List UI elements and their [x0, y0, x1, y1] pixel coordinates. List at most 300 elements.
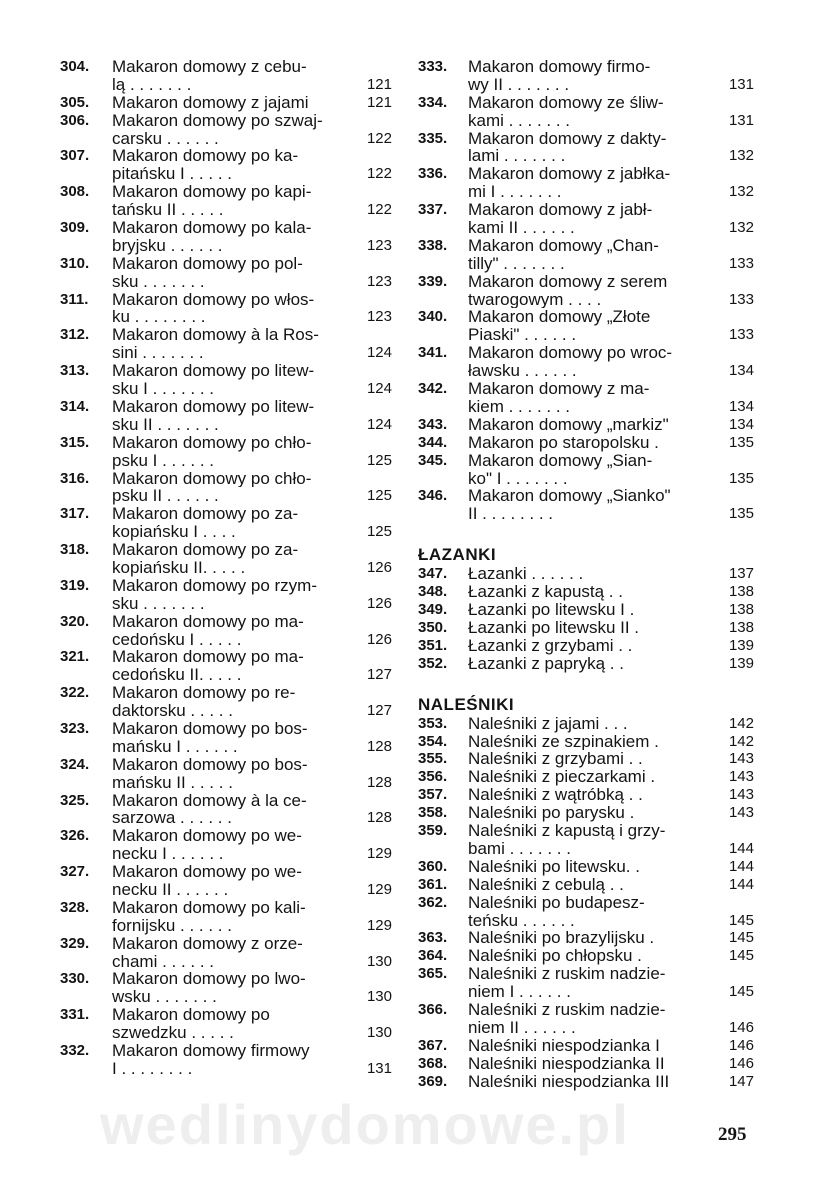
entry-number: 361.: [418, 875, 448, 893]
entry-title-text: necku I . . . . . .: [112, 845, 224, 864]
entry-title-text: Makaron domowy „Sian-: [468, 451, 653, 470]
entry-number: 338.: [418, 236, 448, 254]
entry-page-number: 125: [363, 487, 392, 505]
makaron-continued-list: [418, 58, 754, 523]
entry-title-text: Makaron domowy po ka-: [112, 147, 299, 166]
entry-title-line: [468, 965, 754, 983]
toc-entry: [60, 147, 392, 183]
entry-title-text: Makaron domowy ze śliw-: [468, 93, 664, 112]
entry-title-line: [112, 738, 392, 756]
entry-page-number: 135: [725, 505, 754, 523]
entry-page-number: 131: [725, 76, 754, 94]
entry-number: 359.: [418, 822, 448, 840]
toc-entry: [418, 965, 754, 1001]
toc-entry: [418, 487, 754, 523]
entry-title: [112, 362, 392, 398]
entry-title-line: [112, 362, 392, 380]
toc-entry: [60, 756, 392, 792]
toc-entry: [60, 1006, 392, 1042]
entry-number: 314.: [60, 397, 90, 415]
entry-title: [112, 58, 392, 94]
entry-number: 349.: [418, 601, 448, 618]
entry-page-number: 126: [363, 559, 392, 577]
entry-title-text: carsku . . . . . .: [112, 129, 219, 148]
entry-title-line: [468, 583, 754, 601]
entry-title: [112, 648, 392, 684]
entry-title: [112, 255, 392, 291]
entry-number: 344.: [418, 433, 448, 451]
entry-title: [468, 1037, 754, 1055]
entry-title-text: daktorsku . . . . .: [112, 702, 233, 720]
entry-title-line: [468, 1019, 754, 1037]
entry-page-number: 137: [725, 565, 754, 583]
entry-title-line: [468, 308, 754, 326]
entry-title-line: [112, 631, 392, 649]
entry-title-line: [112, 308, 392, 326]
entry-page-number: 125: [363, 452, 392, 470]
entry-number: 317.: [60, 505, 90, 523]
entry-title-line: [468, 565, 754, 583]
entry-title-text: Makaron domowy z dakty-: [468, 129, 667, 148]
toc-entry: [60, 720, 392, 756]
entry-page-number: 131: [363, 1060, 392, 1078]
entry-title-text: Makaron domowy „Chan-: [468, 236, 659, 255]
entry-title-line: [112, 505, 392, 523]
entry-title-text: Naleśniki ze szpinakiem .: [468, 732, 659, 751]
entry-page-number: 121: [363, 76, 392, 94]
entry-title: [468, 786, 754, 804]
toc-entry: [418, 165, 754, 201]
toc-entry: [418, 308, 754, 344]
entry-title-text: sku . . . . . . .: [112, 272, 205, 291]
entry-title-text: Naleśniki niespodzianka I: [468, 1036, 660, 1055]
entry-title-line: [468, 147, 754, 165]
entry-page-number: 128: [363, 738, 392, 756]
entry-number: 369.: [418, 1072, 448, 1090]
entry-title: [112, 183, 392, 219]
entry-number: 323.: [60, 719, 90, 737]
entry-title-line: [468, 822, 754, 840]
entry-number: 307.: [60, 147, 90, 165]
entry-title-line: [468, 344, 754, 362]
entry-page-number: 128: [363, 809, 392, 827]
toc-entry: [418, 416, 754, 434]
entry-number: 368.: [418, 1054, 448, 1072]
entry-page-number: 146: [725, 1037, 754, 1055]
entry-title-text: Makaron domowy z cebu-: [112, 58, 307, 76]
entry-title: [112, 1042, 392, 1078]
entry-number: 363.: [418, 929, 448, 947]
entry-title-text: Łazanki z papryką . .: [468, 654, 624, 673]
entry-title-line: [112, 1042, 392, 1060]
entry-title-line: [112, 237, 392, 255]
toc-entry: [418, 637, 754, 655]
entry-title-text: ko" I . . . . . . .: [468, 469, 568, 488]
entry-title: [112, 792, 392, 828]
entry-number: 350.: [418, 618, 448, 636]
entry-title-text: pitańsku I . . . . .: [112, 165, 232, 184]
entry-title-text: niem I . . . . . .: [468, 983, 571, 1002]
entry-title-line: [112, 881, 392, 899]
entry-title-line: [468, 326, 754, 344]
entry-title: [112, 577, 392, 613]
entry-title-text: Makaron domowy à la ce-: [112, 791, 307, 810]
entry-number: 304.: [60, 58, 90, 75]
entry-title-text: kiem . . . . . . .: [468, 397, 571, 416]
entry-title: [468, 380, 754, 416]
entry-title-line: [112, 720, 392, 738]
entry-title-text: sarzowa . . . . . .: [112, 809, 232, 828]
entry-title-line: [468, 201, 754, 219]
entry-title: [468, 344, 754, 380]
entry-title: [468, 1073, 754, 1091]
toc-entry: [418, 434, 754, 452]
toc-entry: [418, 894, 754, 930]
entry-number: 316.: [60, 469, 90, 487]
entry-title-line: [112, 774, 392, 792]
entry-title-text: Naleśniki z jajami . . .: [468, 714, 628, 733]
entry-title-text: Naleśniki z grzybami . .: [468, 750, 643, 769]
entry-title-line: [468, 947, 754, 965]
toc-entry: [60, 434, 392, 470]
entry-title-text: Łazanki . . . . . .: [468, 565, 584, 584]
toc-entry: [60, 827, 392, 863]
entry-title: [468, 58, 754, 94]
entry-title-text: II . . . . . . . .: [468, 505, 554, 524]
entry-title-line: [468, 804, 754, 822]
toc-entry: [418, 1037, 754, 1055]
entry-number: 330.: [60, 970, 90, 988]
entry-title-text: wy II . . . . . . .: [468, 75, 570, 94]
entry-title-line: [468, 58, 754, 76]
entry-title: [468, 750, 754, 768]
toc-entry: [60, 1042, 392, 1078]
entry-title: [112, 720, 392, 756]
entry-title: [468, 201, 754, 237]
entry-page-number: 128: [363, 774, 392, 792]
entry-number: 335.: [418, 129, 448, 147]
entry-page-number: 143: [725, 786, 754, 804]
entry-title: [468, 637, 754, 655]
entry-page-number: 146: [725, 1019, 754, 1037]
toc-entry: [418, 1073, 754, 1091]
toc-entry: [418, 947, 754, 965]
entry-title-line: [468, 619, 754, 637]
entry-title-text: Makaron domowy po litew-: [112, 362, 315, 381]
toc-entry: [60, 291, 392, 327]
entry-title-line: [468, 112, 754, 130]
entry-number: 339.: [418, 272, 448, 290]
entry-title-line: [112, 684, 392, 702]
nalesniki-list: [418, 715, 754, 1091]
toc-entry: [418, 858, 754, 876]
entry-title-line: [112, 273, 392, 291]
entry-title: [468, 858, 754, 876]
entry-title-line: [112, 970, 392, 988]
entry-title-text: niem II . . . . . .: [468, 1018, 576, 1037]
entry-title-text: kami . . . . . . .: [468, 111, 571, 130]
entry-number: 306.: [60, 111, 90, 129]
entry-title-line: [468, 1001, 754, 1019]
entry-page-number: 134: [725, 416, 754, 434]
section-title-lazanki: ŁAZANKI: [418, 545, 497, 565]
entry-title-line: [112, 809, 392, 827]
entry-page-number: 142: [725, 733, 754, 751]
entry-page-number: 127: [363, 666, 392, 684]
entry-title-text: Makaron domowy po bos-: [112, 719, 308, 738]
entry-title: [112, 470, 392, 506]
toc-entry: [418, 380, 754, 416]
entry-title-line: [468, 434, 754, 452]
entry-page-number: 132: [725, 147, 754, 165]
toc-entry: [418, 786, 754, 804]
entry-number: 324.: [60, 755, 90, 773]
entry-page-number: 145: [725, 929, 754, 947]
entry-number: 352.: [418, 654, 448, 672]
entry-number: 305.: [60, 93, 90, 111]
entry-title-line: [112, 165, 392, 183]
entry-page-number: 143: [725, 804, 754, 822]
entry-title-line: [468, 362, 754, 380]
toc-entry: [418, 733, 754, 751]
toc-entry: [60, 94, 392, 112]
entry-title-line: [468, 255, 754, 273]
entry-number: 362.: [418, 893, 448, 911]
entry-title-line: [112, 1060, 392, 1078]
entry-title-line: [112, 702, 392, 720]
entry-title-text: kopiańsku I . . . .: [112, 523, 236, 542]
entry-title: [468, 601, 754, 619]
entry-title-line: [112, 559, 392, 577]
entry-page-number: 124: [363, 416, 392, 434]
entry-title-text: Makaron domowy po wroc-: [468, 344, 673, 363]
entry-title-line: [468, 601, 754, 619]
entry-number: 346.: [418, 487, 448, 505]
entry-title-line: [112, 130, 392, 148]
entry-title-text: Makaron domowy po ma-: [112, 612, 304, 631]
entry-title-line: [112, 523, 392, 541]
entry-title-text: sini . . . . . . .: [112, 344, 204, 363]
toc-entry: [418, 1055, 754, 1073]
entry-title-line: [112, 380, 392, 398]
entry-title-line: [468, 655, 754, 673]
entry-title-line: [112, 398, 392, 416]
entry-title-line: [468, 291, 754, 309]
toc-entry: [418, 655, 754, 673]
toc-entry: [418, 130, 754, 166]
entry-title: [468, 894, 754, 930]
entry-title-text: Łazanki z kapustą . .: [468, 583, 623, 601]
entry-title: [468, 434, 754, 452]
entry-number: 311.: [60, 290, 89, 308]
entry-page-number: 124: [363, 380, 392, 398]
toc-entry: [60, 183, 392, 219]
entry-number: 358.: [418, 804, 448, 822]
toc-entry: [60, 255, 392, 291]
entry-number: 342.: [418, 380, 448, 398]
entry-title-line: [468, 76, 754, 94]
entry-page-number: 131: [725, 112, 754, 130]
entry-title-text: Naleśniki z kapustą i grzy-: [468, 822, 666, 840]
entry-title-line: [112, 863, 392, 881]
entry-number: 365.: [418, 965, 448, 983]
entry-title-text: Łazanki po litewsku II .: [468, 618, 640, 637]
entry-title-text: Piaski" . . . . . .: [468, 326, 577, 345]
toc-entry: [60, 577, 392, 613]
entry-title: [468, 822, 754, 858]
toc-entry: [418, 583, 754, 601]
entry-title-line: [112, 201, 392, 219]
entry-title-line: [468, 1073, 754, 1091]
entry-page-number: 124: [363, 344, 392, 362]
entry-title-line: [112, 988, 392, 1006]
entry-title-line: [468, 130, 754, 148]
entry-page-number: 139: [725, 637, 754, 655]
entry-page-number: 133: [725, 255, 754, 273]
entry-title: [468, 715, 754, 733]
toc-entry: [60, 362, 392, 398]
entry-title-line: [468, 715, 754, 733]
toc-entry: [418, 822, 754, 858]
toc-entry: [418, 715, 754, 733]
toc-entry: [418, 273, 754, 309]
entry-title: [468, 583, 754, 601]
entry-title-text: Makaron domowy po rzym-: [112, 576, 318, 595]
entry-title-line: [468, 894, 754, 912]
entry-title-line: [112, 255, 392, 273]
entry-title-line: [112, 792, 392, 810]
entry-title-line: [112, 1006, 392, 1024]
entry-page-number: 139: [725, 655, 754, 673]
entry-title: [468, 965, 754, 1001]
toc-entry: [60, 398, 392, 434]
entry-number: 331.: [60, 1006, 90, 1024]
entry-title-line: [468, 1037, 754, 1055]
entry-title: [468, 929, 754, 947]
entry-title-line: [468, 637, 754, 655]
entry-title-text: Naleśniki po parysku .: [468, 804, 635, 823]
entry-title-line: [112, 541, 392, 559]
entry-title-text: Makaron domowy „Złote: [468, 308, 651, 327]
toc-entry: [418, 1001, 754, 1037]
entry-title-text: Makaron domowy „markiz": [468, 415, 669, 434]
entry-title-line: [112, 219, 392, 237]
entry-title-line: [468, 416, 754, 434]
entry-number: 355.: [418, 750, 448, 768]
entry-title-line: [112, 76, 392, 94]
entry-number: 353.: [418, 714, 448, 732]
entry-title-text: Naleśniki po budapesz-: [468, 893, 645, 912]
entry-title: [112, 756, 392, 792]
entry-number: 308.: [60, 183, 90, 201]
entry-page-number: 127: [363, 702, 392, 720]
entry-title-text: ławsku . . . . . .: [468, 362, 577, 381]
entry-title-line: [468, 237, 754, 255]
entry-title: [112, 1006, 392, 1042]
entry-page-number: 134: [725, 398, 754, 416]
entry-page-number: 138: [725, 583, 754, 601]
entry-title-text: Makaron domowy po bos-: [112, 755, 308, 774]
entry-page-number: 146: [725, 1055, 754, 1073]
entry-number: 340.: [418, 308, 448, 326]
entry-title-text: Makaron domowy po za-: [112, 541, 299, 559]
entry-title-text: necku II . . . . . .: [112, 880, 229, 899]
entry-title-text: Makaron domowy po pol-: [112, 254, 303, 273]
entry-title-text: Makaron domowy po lwo-: [112, 970, 306, 989]
entry-number: 367.: [418, 1036, 448, 1054]
entry-page-number: 133: [725, 326, 754, 344]
entry-title: [468, 1001, 754, 1037]
entry-page-number: 122: [363, 130, 392, 148]
section-title-nalesniki: NALEŚNIKI: [418, 694, 515, 714]
entry-title: [112, 684, 392, 720]
entry-title-text: Naleśniki po chłopsku .: [468, 947, 642, 966]
entry-page-number: 133: [725, 291, 754, 309]
entry-title: [468, 94, 754, 130]
entry-title-line: [112, 326, 392, 344]
entry-title-line: [468, 487, 754, 505]
entry-number: 325.: [60, 791, 90, 809]
entry-title-line: [112, 935, 392, 953]
entry-number: 313.: [60, 362, 90, 380]
entry-page-number: 130: [363, 953, 392, 971]
entry-title: [112, 398, 392, 434]
entry-title-text: lami . . . . . . .: [468, 147, 566, 166]
toc-entry: [418, 94, 754, 130]
entry-title-line: [112, 344, 392, 362]
entry-title-line: [468, 380, 754, 398]
entry-title-text: cedońsku I . . . . .: [112, 630, 242, 649]
entry-title: [468, 308, 754, 344]
entry-title-text: mi I . . . . . . .: [468, 183, 562, 202]
entry-title-text: cedońsku II. . . . .: [112, 666, 242, 685]
entry-title: [468, 655, 754, 673]
entry-title: [468, 452, 754, 488]
watermark: wedlinydomowe.pl: [100, 1093, 630, 1156]
entry-title-text: Makaron po staropolsku .: [468, 433, 659, 452]
entry-title-line: [112, 434, 392, 452]
entry-title: [468, 876, 754, 894]
entry-title-line: [468, 94, 754, 112]
entry-title-line: [468, 165, 754, 183]
entry-title-text: tilly" . . . . . . .: [468, 254, 565, 273]
entry-page-number: 123: [363, 237, 392, 255]
entry-title-text: twarogowym . . . .: [468, 290, 602, 309]
entry-number: 334.: [418, 93, 448, 111]
entry-title-line: [112, 577, 392, 595]
page-number: 295: [718, 1124, 747, 1145]
toc-entry: [60, 792, 392, 828]
entry-title-text: Makaron domowy z jajami: [112, 93, 309, 112]
entry-title-text: tańsku II . . . . .: [112, 201, 224, 220]
entry-title: [468, 416, 754, 434]
toc-entry: [60, 935, 392, 971]
entry-title-text: mańsku II . . . . .: [112, 773, 233, 792]
entry-number: 318.: [60, 541, 90, 559]
entry-title-text: Naleśniki z pieczarkami .: [468, 768, 656, 787]
entry-title-line: [112, 58, 392, 76]
entry-title-line: [468, 876, 754, 894]
entry-title-line: [468, 452, 754, 470]
toc-entry: [418, 876, 754, 894]
toc-entry: [418, 768, 754, 786]
entry-title: [468, 733, 754, 751]
toc-entry: [418, 929, 754, 947]
entry-title-line: [112, 452, 392, 470]
entry-number: 347.: [418, 565, 448, 583]
entry-title: [112, 899, 392, 935]
entry-page-number: 147: [725, 1073, 754, 1091]
